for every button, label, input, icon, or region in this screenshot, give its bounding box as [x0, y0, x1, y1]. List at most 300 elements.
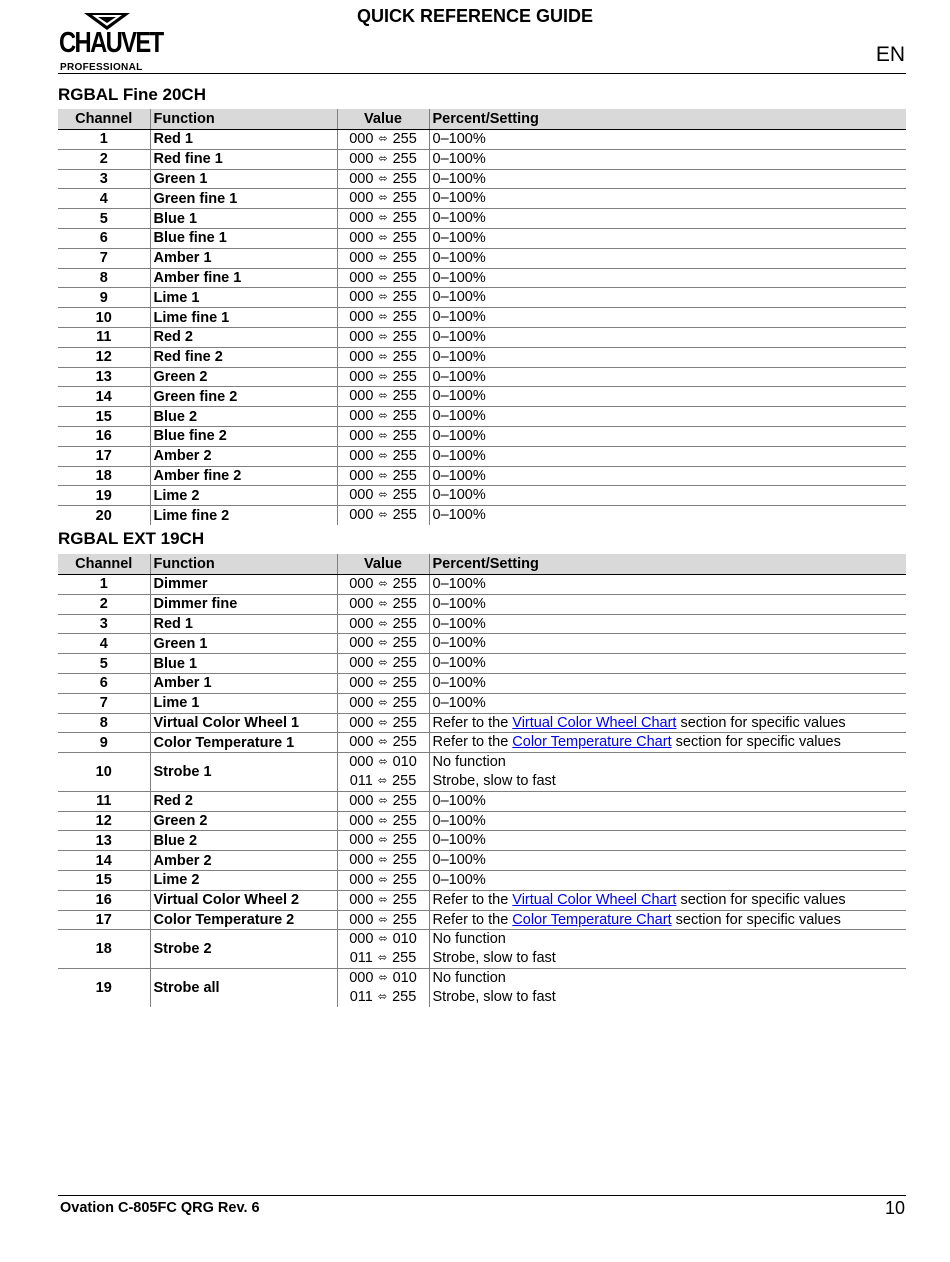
value-from: 000	[349, 190, 374, 207]
value-to: 255	[392, 328, 417, 345]
value-range	[340, 753, 427, 772]
channel-function: Green 1	[150, 634, 337, 654]
channel-number: 19	[58, 486, 150, 506]
setting-text	[433, 506, 904, 525]
setting-text	[433, 447, 904, 466]
channel-function: Green 2	[150, 811, 337, 831]
value-range	[340, 871, 427, 890]
percent-setting	[429, 870, 906, 890]
table-row	[58, 209, 906, 229]
setting-text	[433, 792, 904, 811]
dmx-value-range	[337, 713, 429, 733]
value-range	[340, 506, 427, 525]
range-arrow-icon: ⬄	[378, 578, 388, 590]
range-arrow-icon: ⬄	[378, 716, 388, 729]
range-arrow-icon: ⬄	[378, 617, 388, 630]
setting-text	[433, 189, 904, 208]
percent-setting	[429, 367, 906, 387]
dmx-value-range	[337, 387, 429, 407]
percent-setting	[429, 811, 906, 831]
range-arrow-icon: ⬄	[378, 971, 388, 984]
table-row	[58, 288, 906, 308]
value-range	[340, 634, 427, 653]
channel-function: Blue fine 2	[150, 426, 337, 446]
value-range	[340, 969, 427, 988]
setting-text	[433, 930, 904, 949]
value-to: 255	[392, 368, 417, 385]
value-from: 011	[349, 950, 373, 967]
percent-setting	[429, 594, 906, 614]
range-arrow-icon: ⬄	[378, 756, 388, 769]
setting-segment: Strobe, slow to fast	[432, 772, 556, 789]
value-to: 255	[392, 289, 417, 306]
value-to: 010	[392, 969, 417, 986]
value-range	[340, 189, 427, 208]
table-row	[58, 387, 906, 407]
value-from: 000	[349, 615, 374, 632]
table-row	[58, 713, 906, 733]
table-row	[58, 466, 906, 486]
range-arrow-icon: ⬄	[378, 370, 388, 383]
value-from: 000	[349, 170, 374, 187]
channel-function: Blue 2	[150, 831, 337, 851]
channel-function: Red 1	[150, 130, 337, 150]
setting-segment: 0–100%	[432, 131, 486, 147]
channel-function: Lime 1	[150, 693, 337, 713]
footer-document-name: Ovation C-805FC QRG Rev. 6	[60, 1200, 260, 1216]
value-from: 000	[349, 576, 374, 592]
page-number: 10	[884, 1198, 905, 1218]
range-arrow-icon: ⬄	[377, 774, 388, 787]
table-row	[58, 407, 906, 427]
channel-number: 12	[58, 811, 150, 831]
value-from: 000	[349, 655, 374, 672]
value-to: 255	[392, 950, 417, 967]
setting-text	[433, 486, 904, 505]
value-to: 255	[392, 911, 417, 928]
channel-number: 1	[58, 130, 150, 150]
chart-reference-link[interactable]: Virtual Color Wheel Chart	[512, 714, 677, 731]
value-to: 255	[392, 210, 417, 227]
page-title: QUICK REFERENCE GUIDE	[356, 6, 594, 26]
percent-setting	[429, 308, 906, 328]
channel-function: Lime 2	[150, 870, 337, 890]
table-row	[58, 634, 906, 654]
dmx-value-range	[337, 367, 429, 387]
channel-number: 8	[58, 268, 150, 288]
channel-number: 6	[58, 673, 150, 693]
range-arrow-icon: ⬄	[378, 893, 388, 906]
percent-setting	[429, 693, 906, 713]
value-from: 000	[349, 507, 374, 524]
value-to: 255	[392, 269, 417, 286]
table-row	[58, 930, 906, 969]
value-range	[340, 209, 427, 228]
range-arrow-icon: ⬄	[378, 814, 388, 827]
dmx-value-range	[337, 446, 429, 466]
range-arrow-icon: ⬄	[378, 854, 388, 867]
channel-number: 19	[95, 979, 112, 996]
value-range	[340, 694, 427, 713]
table-row	[58, 575, 906, 595]
percent-setting	[429, 968, 906, 1006]
dmx-value-range	[337, 733, 429, 753]
percent-setting	[429, 268, 906, 288]
value-to: 255	[392, 674, 417, 691]
setting-text	[433, 427, 904, 446]
channel-number: 15	[58, 870, 150, 890]
setting-text	[433, 831, 904, 850]
channel-number: 4	[58, 634, 150, 654]
dmx-value-range	[337, 693, 429, 713]
range-arrow-icon: ⬄	[378, 597, 388, 610]
value-range	[340, 387, 427, 406]
table-row	[58, 169, 906, 189]
percent-setting	[429, 189, 906, 209]
value-range	[340, 308, 427, 327]
percent-setting	[429, 130, 906, 150]
value-from: 000	[349, 871, 374, 888]
channel-number: 18	[58, 466, 150, 486]
dmx-value-range	[337, 149, 429, 169]
setting-segment: Refer to the	[432, 891, 513, 908]
value-to: 255	[392, 832, 417, 849]
range-arrow-icon: ⬄	[378, 251, 388, 264]
dmx-value-range	[337, 831, 429, 851]
value-range	[340, 988, 427, 1007]
setting-text	[433, 575, 904, 594]
setting-segment: Refer to the	[432, 734, 513, 751]
table-row	[58, 149, 906, 169]
value-from: 000	[349, 368, 374, 385]
range-arrow-icon: ⬄	[378, 410, 388, 423]
dmx-value-range	[337, 654, 429, 674]
dmx-value-range	[337, 407, 429, 427]
setting-segment: 0–100%	[432, 871, 486, 888]
dmx-value-range	[337, 486, 429, 506]
header-divider	[58, 73, 906, 74]
value-range	[340, 249, 427, 268]
channel-number: 15	[58, 407, 150, 427]
value-from: 000	[349, 229, 374, 246]
percent-setting	[429, 446, 906, 466]
range-arrow-icon: ⬄	[378, 794, 388, 807]
dmx-table-rgbal-ext-19ch	[58, 554, 906, 1007]
dmx-value-range	[337, 634, 429, 654]
channel-number: 17	[58, 446, 150, 466]
percent-setting	[429, 228, 906, 248]
channel-number: 5	[58, 654, 150, 674]
value-to: 255	[392, 734, 417, 751]
channel-function: Dimmer	[150, 575, 337, 595]
channel-number: 9	[58, 733, 150, 753]
channel-function: Amber fine 1	[150, 268, 337, 288]
dmx-value-range	[337, 968, 429, 1006]
range-arrow-icon: ⬄	[378, 509, 388, 522]
setting-text	[433, 772, 904, 791]
channel-function: Red 2	[150, 791, 337, 811]
value-range	[340, 229, 427, 248]
value-range	[340, 930, 427, 949]
value-from: 000	[349, 408, 374, 425]
range-arrow-icon: ⬄	[378, 212, 388, 225]
channel-function: Green 2	[150, 367, 337, 387]
percent-setting	[429, 791, 906, 811]
percent-setting	[429, 149, 906, 169]
range-arrow-icon: ⬄	[378, 637, 388, 650]
logo-wordmark: CHAUVET	[59, 27, 163, 59]
value-to: 255	[392, 852, 417, 869]
setting-segment: 0–100%	[432, 576, 486, 592]
value-to: 255	[392, 694, 417, 711]
value-from: 000	[349, 131, 374, 147]
channel-number: 12	[58, 347, 150, 367]
setting-segment: 0–100%	[432, 210, 486, 227]
range-arrow-icon: ⬄	[378, 192, 388, 205]
table-row	[58, 446, 906, 466]
range-arrow-icon: ⬄	[378, 469, 388, 482]
setting-segment: 0–100%	[432, 328, 486, 345]
dmx-value-range	[337, 209, 429, 229]
value-range	[340, 911, 427, 930]
percent-setting	[429, 910, 906, 930]
dmx-value-range	[337, 870, 429, 890]
channel-number: 5	[58, 209, 150, 229]
value-to: 255	[392, 772, 417, 789]
value-from: 011	[349, 772, 373, 789]
channel-number: 11	[58, 327, 150, 347]
table-row	[58, 268, 906, 288]
value-from: 000	[349, 812, 374, 829]
value-range	[340, 269, 427, 288]
channel-number: 14	[58, 387, 150, 407]
value-range	[340, 170, 427, 189]
setting-segment: 0–100%	[432, 289, 486, 306]
table-row	[58, 308, 906, 328]
percent-setting	[429, 327, 906, 347]
setting-segment: 0–100%	[432, 249, 486, 266]
value-from: 000	[349, 427, 374, 444]
dmx-value-range	[337, 288, 429, 308]
table-row	[58, 506, 906, 525]
range-arrow-icon: ⬄	[378, 429, 388, 442]
value-to: 255	[392, 408, 417, 425]
channel-number: 3	[58, 169, 150, 189]
setting-segment: 0–100%	[432, 615, 486, 632]
setting-segment: 0–100%	[432, 190, 486, 207]
table-row	[58, 968, 906, 1006]
range-arrow-icon: ⬄	[378, 489, 388, 502]
value-range	[340, 792, 427, 811]
channel-number: 14	[58, 851, 150, 871]
table-row	[58, 733, 906, 753]
channel-number: 1	[58, 575, 150, 595]
value-range	[340, 949, 427, 968]
setting-segment: No function	[432, 931, 506, 948]
chart-reference-link[interactable]: Color Temperature Chart	[512, 734, 672, 751]
table-row	[58, 654, 906, 674]
channel-number: 2	[58, 149, 150, 169]
channel-function: Red 2	[150, 327, 337, 347]
channel-function: Red fine 2	[150, 347, 337, 367]
section-title-rgbal-fine-20ch: RGBAL Fine 20CH	[58, 85, 206, 104]
value-from: 000	[349, 911, 374, 928]
dmx-table-rgbal-fine-20ch	[58, 109, 906, 525]
percent-setting	[429, 466, 906, 486]
column-header-setting: Percent/Setting	[429, 109, 906, 130]
value-to: 010	[392, 754, 417, 771]
channel-number: 7	[58, 248, 150, 268]
setting-segment: 0–100%	[432, 408, 486, 425]
value-from: 000	[349, 595, 374, 612]
value-from: 000	[349, 714, 374, 731]
setting-text	[433, 871, 904, 890]
value-from: 000	[349, 309, 374, 326]
setting-segment: 0–100%	[432, 170, 486, 187]
value-to: 255	[392, 467, 417, 484]
setting-text	[433, 387, 904, 406]
setting-text	[433, 851, 904, 870]
chart-reference-link[interactable]: Color Temperature Chart	[512, 911, 672, 928]
setting-text	[433, 209, 904, 228]
value-range	[340, 407, 427, 426]
range-arrow-icon: ⬄	[378, 933, 388, 946]
value-range	[340, 615, 427, 634]
value-range	[340, 467, 427, 486]
value-from: 000	[349, 832, 374, 849]
value-to: 255	[392, 615, 417, 632]
range-arrow-icon: ⬄	[378, 676, 388, 689]
value-range	[340, 348, 427, 367]
table-row	[58, 831, 906, 851]
dmx-value-range	[337, 308, 429, 328]
value-from: 000	[349, 150, 374, 167]
setting-segment: 0–100%	[432, 487, 486, 504]
range-arrow-icon: ⬄	[378, 390, 388, 403]
table-row	[58, 791, 906, 811]
value-range	[340, 328, 427, 347]
setting-text	[433, 911, 904, 930]
table-row	[58, 189, 906, 209]
value-from: 000	[349, 269, 374, 286]
setting-text	[433, 348, 904, 367]
setting-text	[433, 130, 904, 149]
dmx-value-range	[337, 753, 429, 792]
setting-text	[433, 654, 904, 673]
value-to: 255	[392, 190, 417, 207]
table-header-row	[58, 554, 906, 575]
setting-segment: 0–100%	[432, 655, 486, 672]
value-to: 255	[392, 655, 417, 672]
setting-segment: 0–100%	[432, 674, 486, 691]
channel-function: Lime fine 2	[150, 506, 337, 525]
setting-segment: 0–100%	[432, 812, 486, 829]
percent-setting	[429, 851, 906, 871]
value-range	[340, 130, 427, 149]
value-to: 255	[392, 871, 417, 888]
column-header-function: Function	[150, 109, 337, 130]
value-range	[340, 772, 427, 791]
percent-setting	[429, 486, 906, 506]
value-to: 010	[392, 931, 417, 948]
value-range	[340, 288, 427, 307]
value-from: 000	[349, 734, 374, 751]
range-arrow-icon: ⬄	[378, 311, 388, 324]
value-range	[340, 595, 427, 614]
value-to: 255	[392, 891, 417, 908]
value-to: 255	[392, 988, 417, 1005]
table-row	[58, 486, 906, 506]
setting-segment: Refer to the	[432, 911, 513, 928]
channel-function: Blue fine 1	[150, 228, 337, 248]
setting-segment: 0–100%	[432, 694, 486, 711]
channel-number: 7	[58, 693, 150, 713]
value-range	[340, 427, 427, 446]
setting-text	[433, 407, 904, 426]
channel-number: 4	[58, 189, 150, 209]
setting-segment: section for specific values	[671, 734, 841, 751]
value-to: 255	[392, 170, 417, 187]
table-header-row	[58, 109, 906, 130]
setting-segment: No function	[432, 969, 506, 986]
value-to: 255	[392, 447, 417, 464]
value-from: 011	[349, 988, 373, 1005]
value-range	[340, 674, 427, 693]
setting-text	[433, 634, 904, 653]
dmx-value-range	[337, 268, 429, 288]
dmx-value-range	[337, 910, 429, 930]
value-to: 255	[392, 595, 417, 612]
value-to: 255	[392, 507, 417, 524]
range-arrow-icon: ⬄	[378, 350, 388, 363]
range-arrow-icon: ⬄	[377, 952, 388, 965]
channel-number: 13	[58, 367, 150, 387]
range-arrow-icon: ⬄	[378, 271, 388, 284]
channel-function: Green fine 2	[150, 387, 337, 407]
range-arrow-icon: ⬄	[378, 291, 388, 304]
percent-setting	[429, 654, 906, 674]
setting-segment: 0–100%	[432, 150, 486, 167]
channel-function: Virtual Color Wheel 1	[150, 713, 337, 733]
table-row	[58, 673, 906, 693]
table-row	[58, 910, 906, 930]
chart-reference-link[interactable]: Virtual Color Wheel Chart	[512, 891, 677, 908]
percent-setting	[429, 713, 906, 733]
percent-setting	[429, 426, 906, 446]
percent-setting	[429, 614, 906, 634]
channel-function: Green 1	[150, 169, 337, 189]
value-to: 255	[392, 812, 417, 829]
table-row	[58, 870, 906, 890]
value-from: 000	[349, 754, 374, 771]
table-row	[58, 248, 906, 268]
setting-segment: 0–100%	[432, 269, 486, 286]
setting-text	[433, 308, 904, 327]
percent-setting	[429, 407, 906, 427]
value-to: 255	[392, 150, 417, 167]
column-header-value: Value	[337, 109, 429, 130]
setting-text	[433, 170, 904, 189]
value-range	[340, 575, 427, 594]
range-arrow-icon: ⬄	[377, 990, 388, 1003]
value-from: 000	[349, 891, 374, 908]
table-row	[58, 890, 906, 910]
percent-setting	[429, 890, 906, 910]
value-to: 255	[392, 348, 417, 365]
channel-number: 20	[95, 507, 112, 524]
percent-setting	[429, 347, 906, 367]
section-title-rgbal-ext-19ch: RGBAL EXT 19CH	[58, 529, 205, 548]
